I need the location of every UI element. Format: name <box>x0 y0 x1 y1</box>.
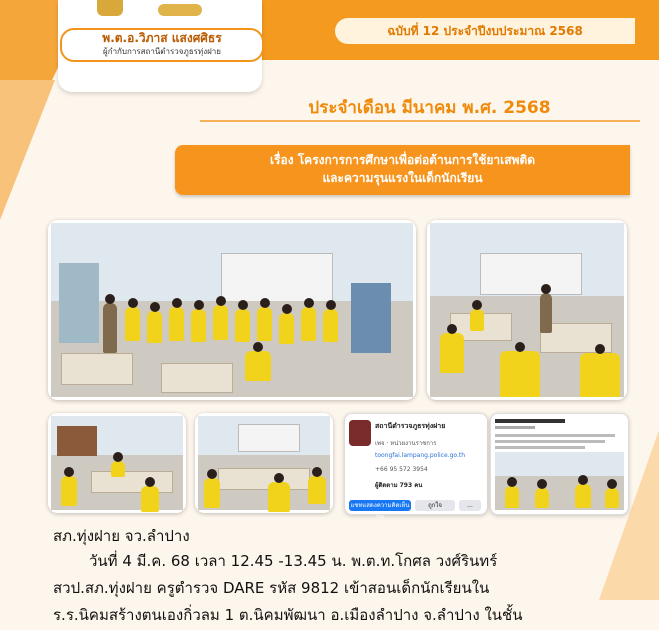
topic-line-2: และความรุนแรงในเด็กนักเรียน <box>322 171 483 185</box>
facebook-post-card <box>490 413 629 515</box>
topic-banner <box>175 145 630 195</box>
commander-position: ผู้กำกับการสถานีตำรวจภูธรทุ่งฝาย <box>103 47 221 56</box>
photo-class-activity <box>195 413 333 513</box>
fb-page-followers: ผู้ติดตาม 793 คน <box>375 482 423 489</box>
police-emblem-icon <box>97 0 123 16</box>
fb-page-category: เพจ · หน่วยงานราชการ <box>375 440 437 447</box>
article-line-1: วันที่ 4 มี.ค. 68 เวลา 12.45 -13.45 น. พ.ต.ท.โกศล วงศ์รินทร์ <box>89 552 498 570</box>
facebook-page-card <box>344 413 488 520</box>
decor-wedge-left-light <box>0 80 55 220</box>
fb-page-name: สถานีตำรวจภูธรทุ่งฝาย <box>375 422 446 430</box>
edition-label: ฉบับที่ 12 ประจำปีงบประมาณ 2568 <box>335 18 635 44</box>
article-line-2: สวป.สภ.ทุ่งฝาย ครูตำรวจ DARE รหัส 9812 เข้าสอนเด็กนักเรียนใน <box>53 579 490 597</box>
fb-page-website[interactable]: toongfai.lampang.police.go.th <box>375 452 466 459</box>
station-location: สภ.ทุ่งฝาย จว.ลำปาง <box>53 527 190 545</box>
fb-page-phone: +66 95 572 3954 <box>375 466 428 473</box>
station-logo-icon <box>349 420 371 446</box>
fb-more-button[interactable]: ... <box>459 500 481 511</box>
wings-emblem-icon <box>158 4 202 16</box>
fb-like-button[interactable]: ถูกใจ <box>415 500 455 511</box>
photo-class-group <box>48 220 416 400</box>
topic-line-1: เรื่อง โครงการการศึกษาเพื่อต่อต้านการใช้ยาเสพติด <box>269 153 536 167</box>
divider <box>200 120 640 122</box>
article-body <box>53 548 638 629</box>
article-line-3: ร.ร.นิคมสร้างตนเองกิ่วลม 1 ต.นิคมพัฒนา อ.เมืองลำปาง จ.ลำปาง ในชั้น <box>53 606 523 624</box>
fb-message-button[interactable]: แชทแสดงความคิดเห็นบน <box>350 502 410 520</box>
commander-name: พ.ต.อ.วิภาส แสงศศิธร <box>102 31 222 45</box>
post-header <box>495 417 624 449</box>
commander-name-plate <box>60 28 264 62</box>
post-image <box>495 452 624 510</box>
photo-class-desks <box>48 413 186 513</box>
issue-month: ประจำเดือน มีนาคม พ.ศ. 2568 <box>308 98 551 118</box>
photo-class-seated <box>427 220 627 400</box>
